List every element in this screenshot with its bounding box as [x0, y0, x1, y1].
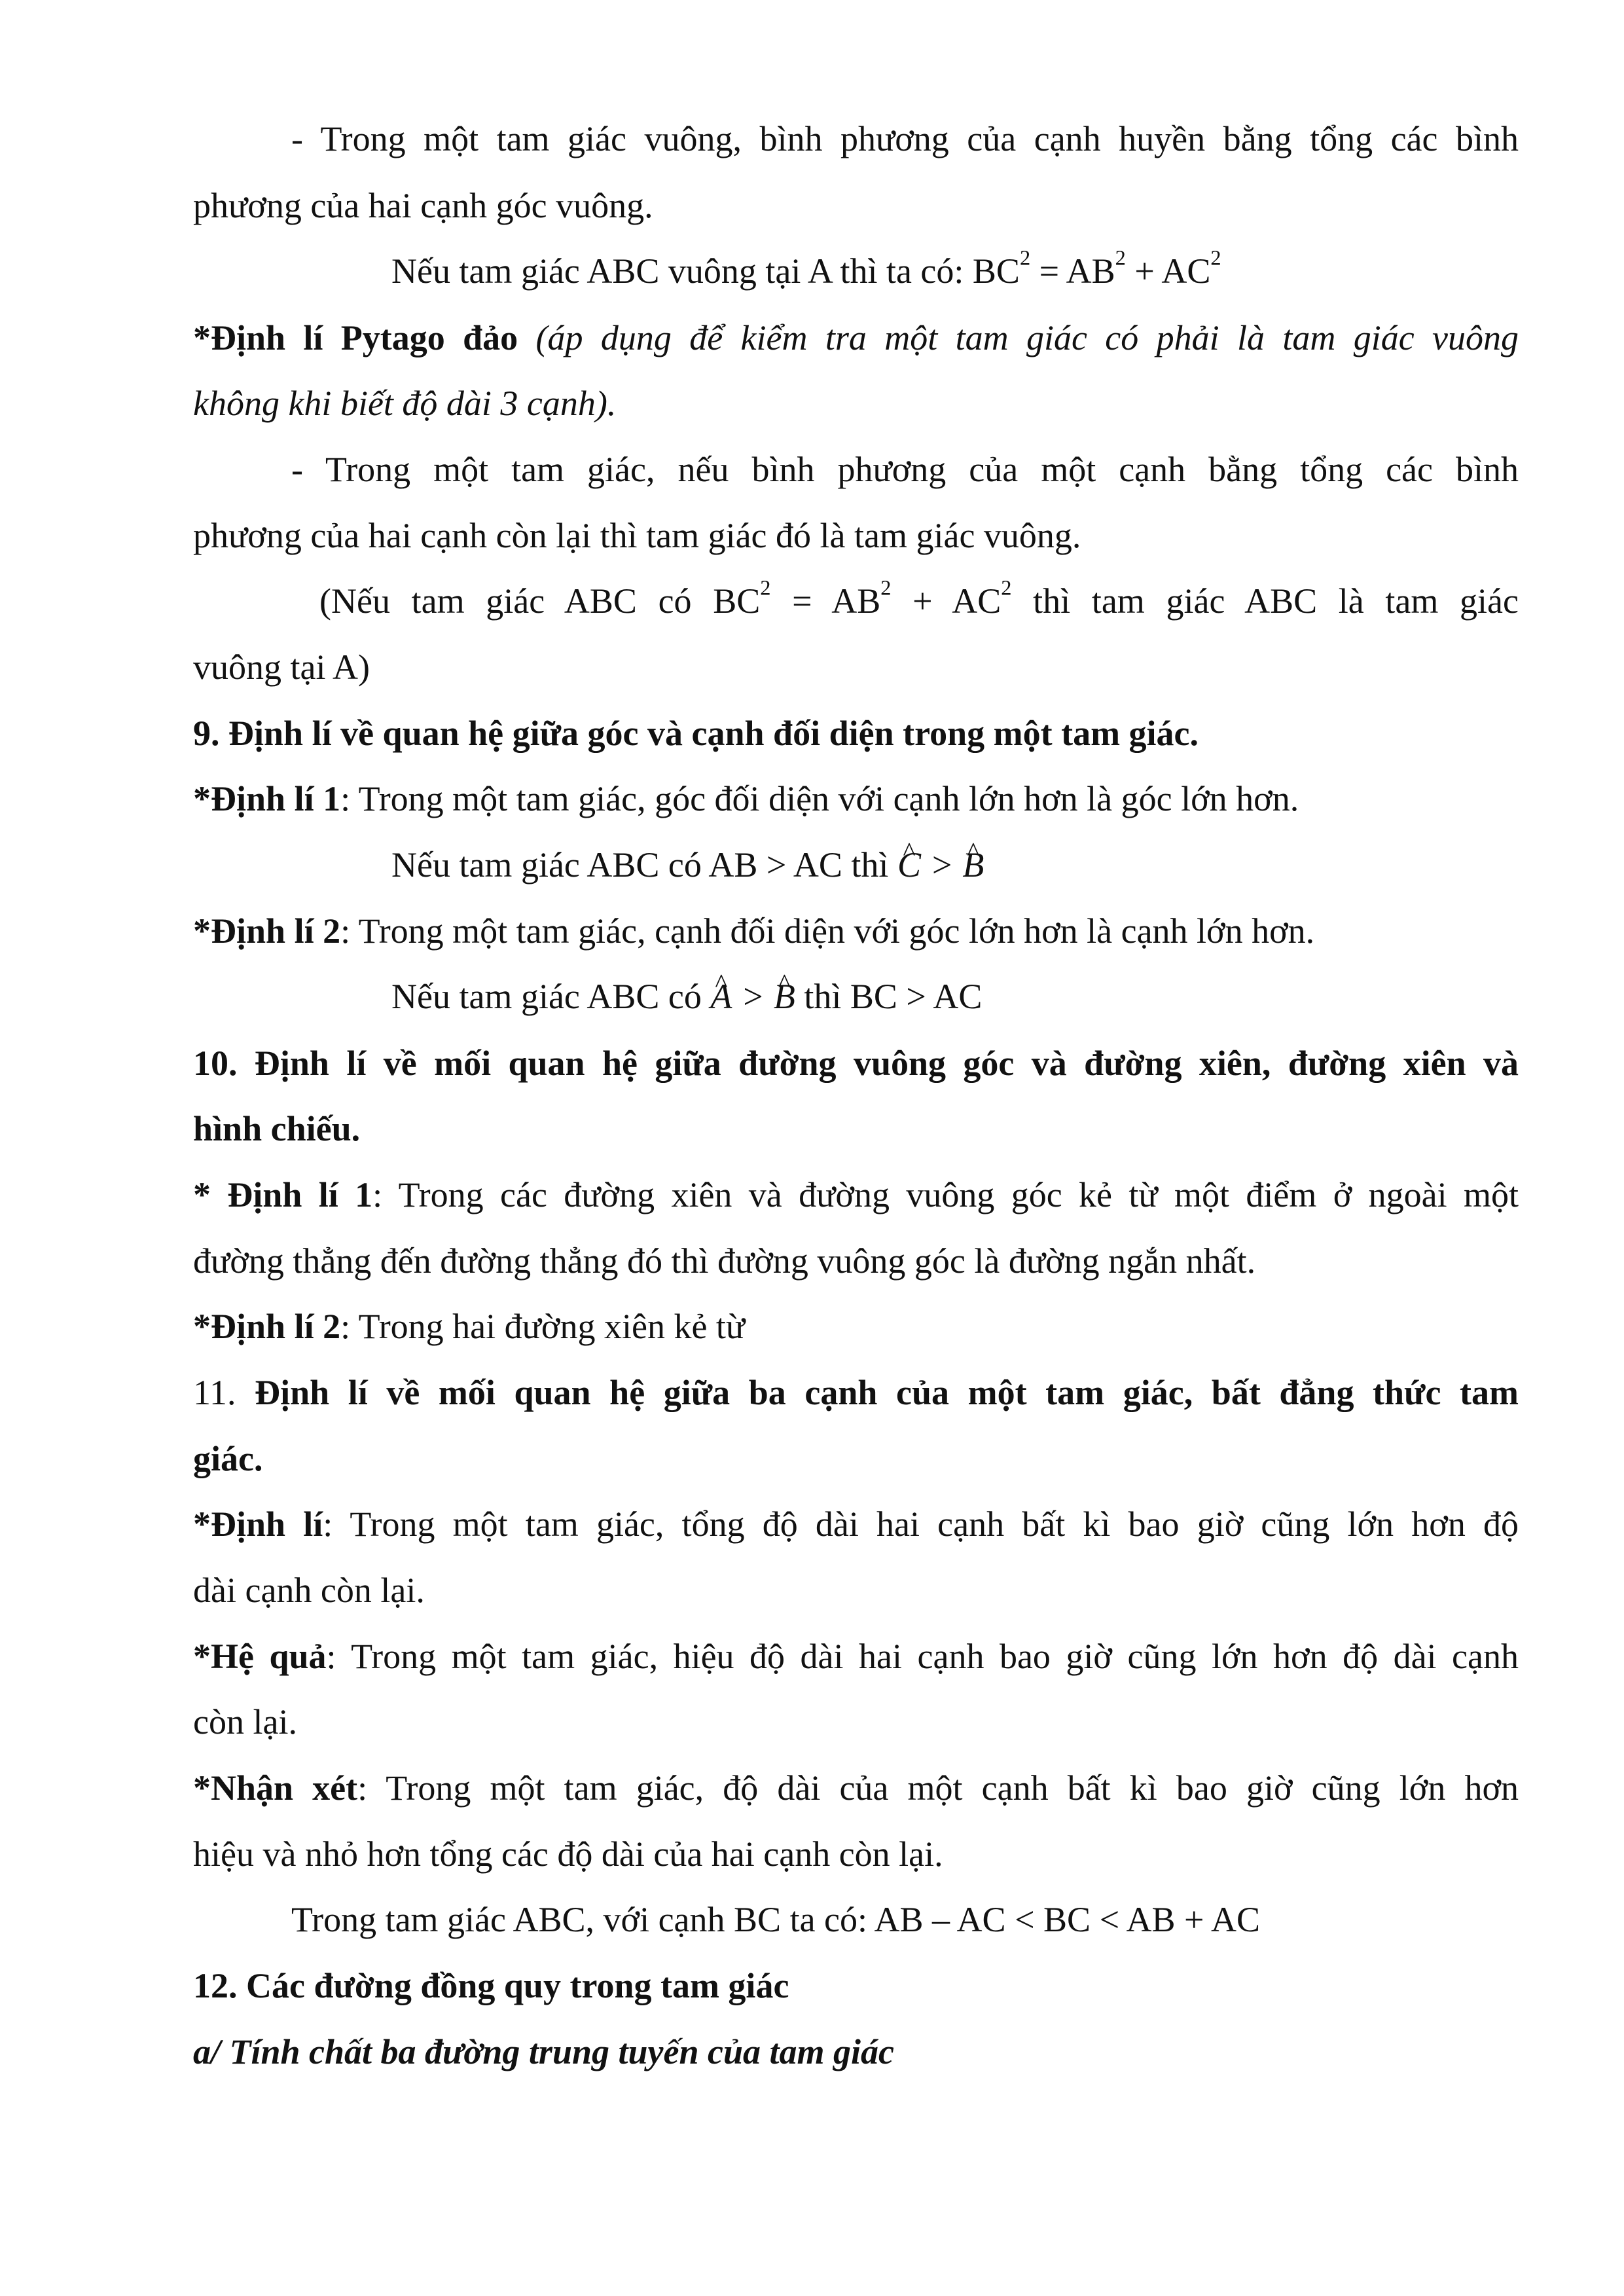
angle-b-hat: ^ B — [774, 975, 795, 1017]
theorem-line: *Nhận xét: Trong một tam giác, độ dài của một cạnh bất kì bao giờ cũng lớn hơn — [193, 1768, 1519, 1808]
section-heading: 10. Định lí về mối quan hệ giữa đường vuông góc và đường xiên, đường xiên và — [193, 1044, 1519, 1083]
formula-line: Nếu tam giác ABC vuông tại A thì ta có: $BC^2 = AB^2 + AC^2$ — [391, 246, 1221, 291]
theorem-line: *Định lí 2: Trong hai đường xiên kẻ từ — [193, 1307, 746, 1346]
paragraph-line: hiệu và nhỏ hơn tổng các độ dài của hai cạnh còn lại. — [193, 1834, 943, 1874]
angle-b-hat: ^ B — [962, 844, 984, 886]
formula-line: Nếu tam giác ABC có AB > AC thì ^ C > ^ B — [391, 844, 984, 886]
paragraph-line: còn lại. — [193, 1702, 297, 1741]
theorem-line: *Hệ quả: Trong một tam giác, hiệu độ dài hai cạnh bao giờ cũng lớn hơn độ dài cạnh — [193, 1637, 1519, 1676]
angle-a-hat: ^ A — [710, 975, 732, 1017]
section-heading: 12. Các đường đồng quy trong tam giác — [193, 1966, 789, 2005]
section-heading: 11. Định lí về mối quan hệ giữa ba cạnh của một tam giác, bất đẳng thức tam — [193, 1373, 1519, 1412]
section-heading: 9. Định lí về quan hệ giữa góc và cạnh đối diện trong một tam giác. — [193, 714, 1199, 753]
angle-c-hat: ^ C — [897, 844, 921, 886]
paragraph-line: đường thẳng đến đường thẳng đó thì đường vuông góc là đường ngắn nhất. — [193, 1241, 1256, 1281]
section-heading: giác. — [193, 1439, 263, 1478]
paragraph-line: phương của hai cạnh còn lại thì tam giác đó là tam giác vuông. — [193, 516, 1081, 555]
formula-line: Trong tam giác ABC, với cạnh BC ta có: AB – AC < BC < AB + AC — [291, 1900, 1261, 1939]
theorem-line: *Định lí 1: Trong một tam giác, góc đối diện với cạnh lớn hơn là góc lớn hơn. — [193, 779, 1299, 818]
paragraph-line: không khi biết độ dài 3 cạnh). — [193, 384, 617, 423]
section-heading: hình chiếu. — [193, 1109, 361, 1148]
paragraph-line: - Trong một tam giác vuông, bình phương của cạnh huyền bằng tổng các bình — [291, 119, 1519, 158]
subsection-heading: a/ Tính chất ba đường trung tuyến của tam giác — [193, 2032, 894, 2071]
formula-line: (Nếu tam giác ABC có $BC^2 = AB^2 + AC^2$ thì tam giác ABC là tam giác — [319, 576, 1519, 621]
paragraph-line: dài cạnh còn lại. — [193, 1571, 425, 1610]
formula-line: Nếu tam giác ABC có ^ A > ^ B thì BC > AC — [391, 975, 982, 1017]
paragraph-line: vuông tại A) — [193, 647, 370, 687]
theorem-line: *Định lí: Trong một tam giác, tổng độ dài hai cạnh bất kì bao giờ cũng lớn hơn độ — [193, 1504, 1519, 1544]
paragraph-line: phương của hai cạnh góc vuông. — [193, 186, 653, 225]
theorem-line: *Định lí 2: Trong một tam giác, cạnh đối diện với góc lớn hơn là cạnh lớn hơn. — [193, 911, 1315, 951]
theorem-line: * Định lí 1: Trong các đường xiên và đường vuông góc kẻ từ một điểm ở ngoài một — [193, 1175, 1519, 1214]
theorem-heading-line: *Định lí Pytago đảo (áp dụng để kiểm tra một tam giác có phải là tam giác vuông — [193, 318, 1519, 357]
paragraph-line: - Trong một tam giác, nếu bình phương của một cạnh bằng tổng các bình — [291, 450, 1519, 489]
